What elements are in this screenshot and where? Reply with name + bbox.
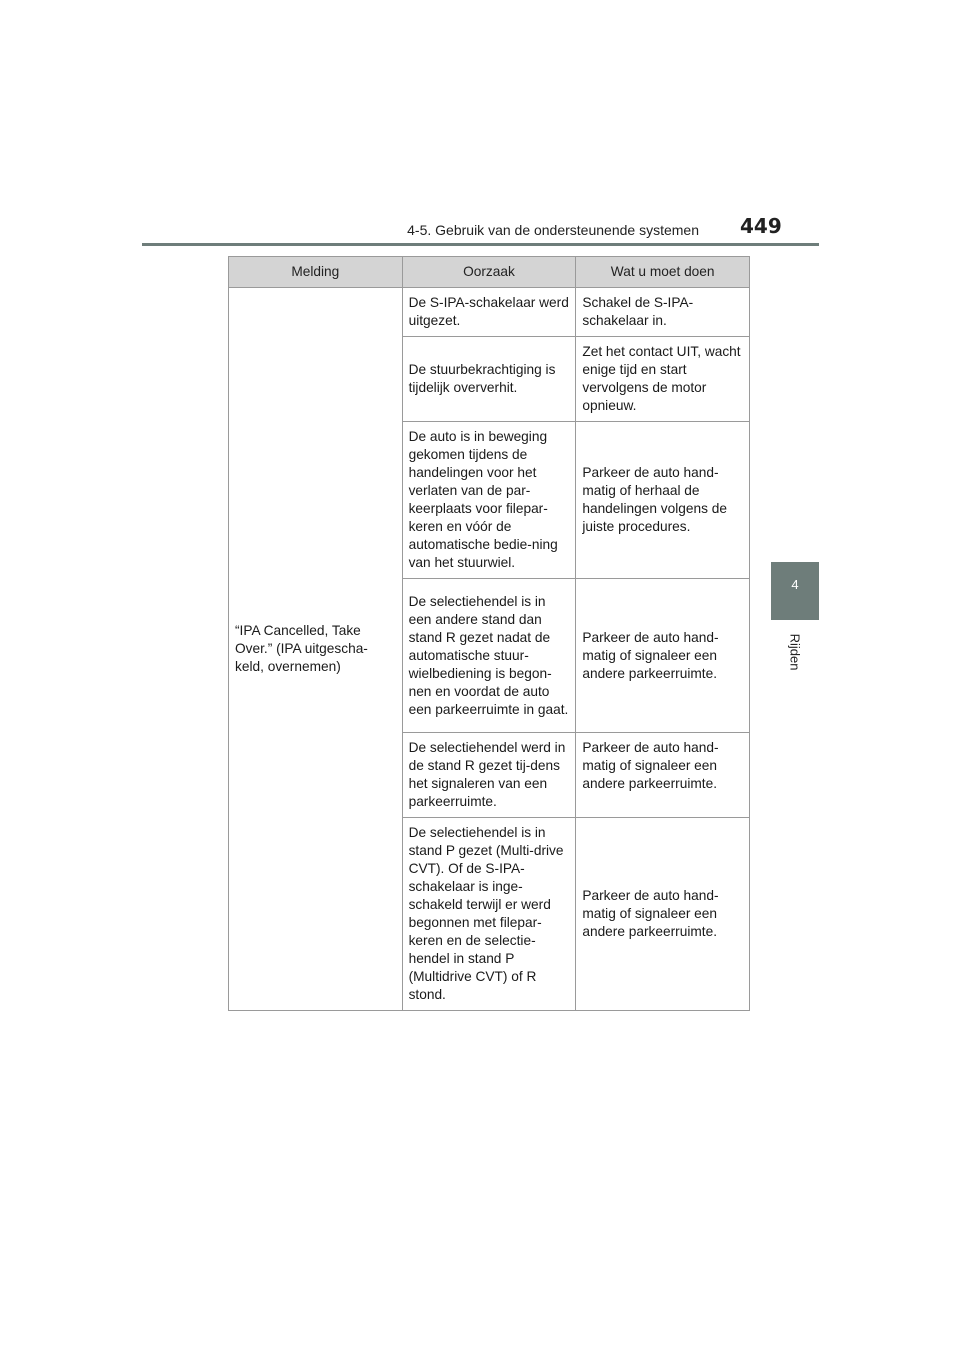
cause-cell: De selectiehendel is in stand P gezet (Multi-drive CVT). Of de S-IPA-schakelaar is inge-schakeld terwijl er werd begonnen met filepar-keren en de selectie-hendel in stand P (Multidrive CVT) of R stond.: [402, 818, 576, 1011]
section-title: 4-5. Gebruik van de ondersteunende systemen: [407, 222, 699, 238]
column-header-actie: Wat u moet doen: [576, 257, 750, 288]
message-cell: “IPA Cancelled, Take Over.” (IPA uitgescha-keld, overnemen): [229, 288, 403, 1011]
message-table: [228, 256, 750, 1011]
action-cell: Parkeer de auto hand-matig of signaleer een andere parkeerruimte.: [576, 818, 750, 1011]
table-row: [229, 288, 750, 337]
action-cell: Zet het contact UIT, wacht enige tijd en start vervolgens de motor opnieuw.: [576, 337, 750, 422]
chapter-label-text: Rijden: [787, 633, 803, 671]
cause-cell: De auto is in beweging gekomen tijdens de handelingen voor het verlaten van de par-keerplaats voor filepar-keren en vóór de automatische bedie-ning van het stuurwiel.: [402, 422, 576, 579]
header-divider: [142, 243, 819, 246]
page-header: [0, 0, 960, 250]
page-number: 449: [740, 214, 782, 238]
cause-cell: De selectiehendel werd in de stand R gezet tij-dens het signaleren van een parkeerruimte.: [402, 733, 576, 818]
action-cell: Schakel de S-IPA-schakelaar in.: [576, 288, 750, 337]
action-cell: Parkeer de auto hand-matig of herhaal de handelingen volgens de juiste procedures.: [576, 422, 750, 579]
column-header-oorzaak: Oorzaak: [402, 257, 576, 288]
chapter-label: [771, 627, 819, 677]
column-header-melding: Melding: [229, 257, 403, 288]
action-cell: Parkeer de auto hand-matig of signaleer een andere parkeerruimte.: [576, 579, 750, 733]
action-cell: Parkeer de auto hand-matig of signaleer een andere parkeerruimte.: [576, 733, 750, 818]
cause-cell: De selectiehendel is in een andere stand dan stand R gezet nadat de automatische stuur-wielbediening is begon-nen en voordat de auto een parkeerruimte in gaat.: [402, 579, 576, 733]
table-header-row: [229, 257, 750, 288]
chapter-tab: 4: [771, 562, 819, 620]
cause-cell: De S-IPA-schakelaar werd uitgezet.: [402, 288, 576, 337]
cause-cell: De stuurbekrachtiging is tijdelijk oververhit.: [402, 337, 576, 422]
